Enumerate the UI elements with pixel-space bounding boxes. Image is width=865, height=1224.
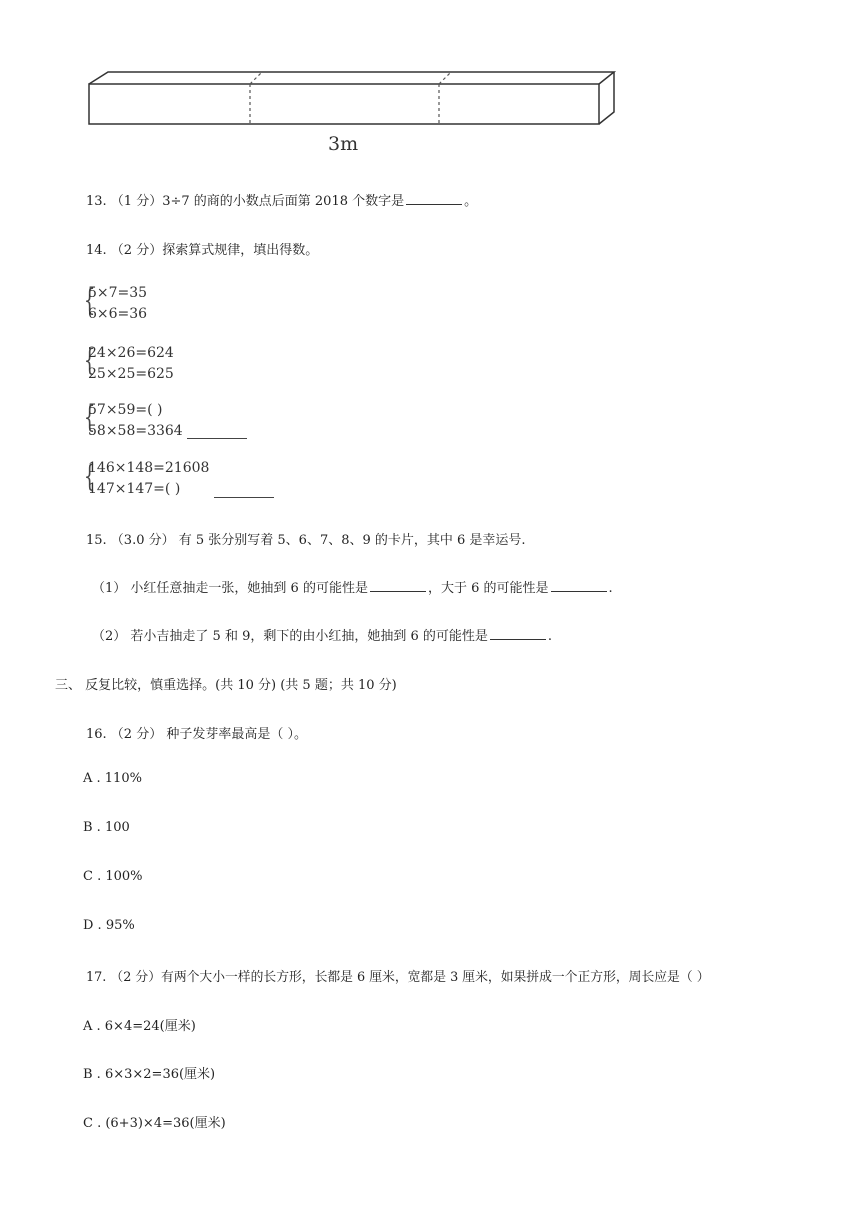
equation-line: 5×7=35 — [88, 285, 148, 301]
cuboid-figure — [80, 66, 625, 160]
length-label: 3m — [328, 133, 359, 155]
answer-blank[interactable] — [187, 438, 247, 439]
question-13 — [86, 190, 477, 209]
brace-icon: { — [83, 400, 96, 435]
question-15: 15. （3.0 分） 有 5 张分别写着 5、6、7、8、9 的卡片，其中 6 是幸运号. — [86, 533, 526, 548]
question-13-suffix: 。 — [464, 194, 478, 209]
answer-blank[interactable] — [406, 203, 462, 205]
part-1-mid: ，大于 6 的可能性是 — [427, 581, 549, 596]
answer-blank[interactable] — [490, 638, 546, 640]
answer-blank[interactable] — [370, 590, 426, 592]
question-15-part-1 — [92, 577, 613, 596]
option-a[interactable]: A . 110% — [83, 771, 142, 786]
brace-icon: { — [83, 283, 96, 318]
question-13-text: 13. （1 分）3÷7 的商的小数点后面第 2018 个数字是 — [86, 194, 405, 209]
section-3-title: 三、 反复比较，慎重选择。(共 10 分) (共 5 题；共 10 分) — [55, 678, 397, 693]
option-c[interactable]: C . 100% — [83, 869, 143, 884]
option-a[interactable]: A . 6×4=24(厘米) — [83, 1019, 196, 1034]
part-2-end: . — [547, 629, 553, 644]
equation-line: 6×6=36 — [88, 306, 148, 322]
part-2-text: （2） 若小吉抽走了 5 和 9，剩下的由小红抽，她抽到 6 的可能性是 — [92, 629, 488, 644]
equation-line: 147×147=( ) — [88, 481, 181, 497]
equation-line: 57×59=( ) — [88, 402, 163, 418]
option-b[interactable]: B . 6×3×2=36(厘米) — [83, 1067, 216, 1082]
equation-line: 24×26=624 — [88, 345, 174, 361]
equation-line: 146×148=21608 — [88, 460, 210, 476]
question-17: 17. （2 分）有两个大小一样的长方形，长都是 6 厘米，宽都是 3 厘米，如果拼成一个正方形，周长应是（ ） — [86, 970, 710, 985]
question-14: 14. （2 分）探索算式规律，填出得数。 — [86, 243, 319, 258]
question-16: 16. （2 分） 种子发芽率最高是（ ）。 — [86, 727, 307, 742]
brace-icon: { — [83, 343, 96, 378]
equation-line: 25×25=625 — [88, 366, 174, 382]
question-15-part-2 — [92, 625, 552, 644]
brace-icon: { — [83, 459, 96, 494]
option-d[interactable]: D . 95% — [83, 918, 135, 933]
answer-blank[interactable] — [551, 590, 607, 592]
part-1-end: . — [608, 581, 613, 596]
option-b[interactable]: B . 100 — [83, 820, 130, 835]
equation-line: 58×58=3364 — [88, 423, 183, 439]
answer-blank[interactable] — [214, 497, 274, 498]
part-1-text: （1） 小红任意抽走一张，她抽到 6 的可能性是 — [92, 581, 368, 596]
option-c[interactable]: C . (6+3)×4=36(厘米) — [83, 1116, 226, 1131]
